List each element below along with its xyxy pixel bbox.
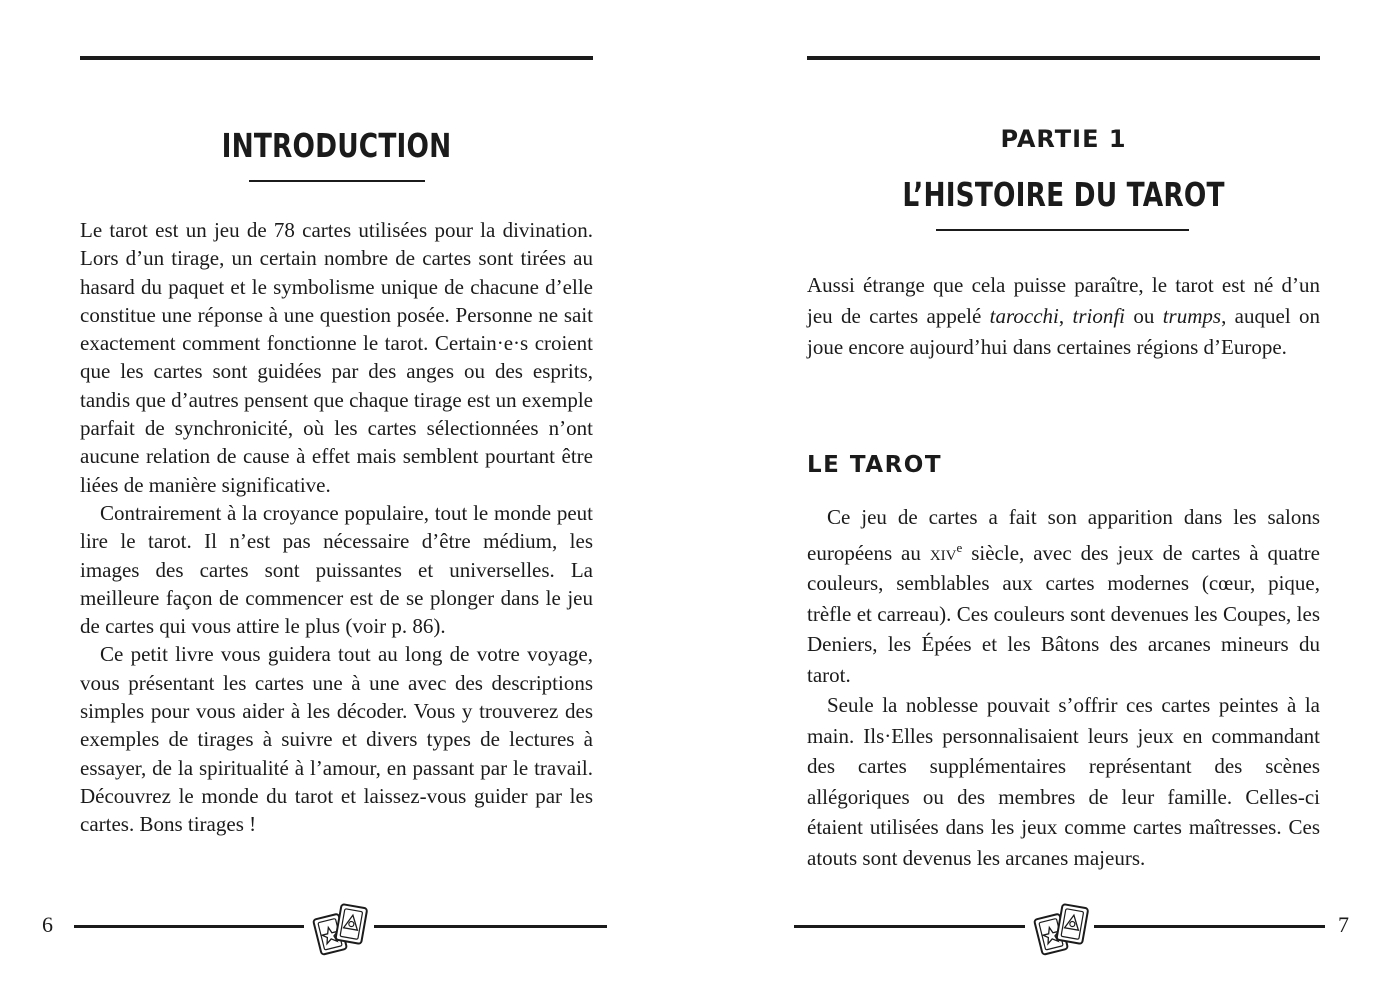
- text-run: Ce jeu de cartes a fait son apparition dans les salons européens au: [807, 505, 1320, 565]
- century-numeral: xiv: [929, 540, 957, 565]
- paragraph: Contrairement à la croyance populaire, tout le monde peut lire le tarot. Il n’est pas nécessaire d’être médium, les images des cartes sont puissantes et universelles. La meilleure façon de commencer est de se plonger dans le jeu de cartes qui vous attire le plus (voir p. 86).: [80, 500, 593, 639]
- footer-rule-left: [74, 925, 304, 928]
- italic-term: trumps: [1162, 304, 1222, 328]
- part-label: PARTIE 1: [1000, 125, 1127, 153]
- introduction-title: INTRODUCTION: [221, 126, 452, 165]
- paragraph: Le tarot est un jeu de 78 cartes utilisées pour la divination. Lors d’un tirage, un certain nombre de cartes sont tirées au hasard du paquet et le symbolisme unique de chacune d’elle constitue une réponse à une question posée. Personne ne sait exactement comment fonctionne le tarot. Certain·e·s croient que les cartes sont guidées par des anges ou des esprits, tandis que d’autres pensent que chaque tirage est un exemple parfait de synchronicité, où les cartes sélectionnées n’ont aucune relation de cause à effet mais semblent pourtant être liées de manière significative.: [80, 218, 593, 497]
- top-rule: [80, 56, 593, 60]
- text-run: ,: [1058, 304, 1073, 328]
- footer-rule-right: [1094, 925, 1325, 928]
- tarot-cards-icon: [309, 900, 373, 956]
- page-number: 7: [1338, 912, 1349, 937]
- right-page: [700, 0, 1400, 987]
- title-underline: [936, 229, 1189, 231]
- superscript: e: [956, 539, 963, 555]
- footer-rule-right: [374, 925, 607, 928]
- paragraph: Seule la noblesse pouvait s’offrir ces cartes peintes à la main. Ils·Elles personnalisaient leurs jeux en commandant des cartes supplémentaires représentant des scènes allégoriques ou des membres de leur famille. Celles-ci étaient utilisées dans les jeux comme cartes maîtresses. Ces atouts sont devenus les arcanes majeurs.: [807, 693, 1320, 870]
- introduction-body: [80, 216, 593, 839]
- section-heading: LE TAROT: [807, 452, 943, 478]
- footer-rule-left: [794, 925, 1025, 928]
- section-body: [807, 502, 1320, 873]
- top-rule: [807, 56, 1320, 60]
- italic-term: trionfi: [1072, 304, 1125, 328]
- text-run: siècle, avec des jeux de cartes à quatre couleurs, semblables aux cartes modernes (cœur, pique, trèfle et carreau). Ces couleurs sont devenues les Coupes, les Deniers, les Épées et les Bâtons des arcanes mineurs du tarot.: [807, 540, 1320, 687]
- chapter-intro: [807, 270, 1320, 363]
- text-run: ou: [1125, 304, 1163, 328]
- text-run: Aussi étrange que cela puisse paraître, le tarot est né d’un jeu de cartes appelé: [807, 273, 1320, 328]
- tarot-cards-icon: [1030, 900, 1094, 956]
- italic-term: tarocchi: [989, 304, 1059, 328]
- paragraph: Ce petit livre vous guidera tout au long de votre voyage, vous présentant les cartes une à une avec des descriptions simples pour vous aider à les décoder. Vous y trouverez des exemples de tirages à suivre et divers types de lectures à essayer, de la spiritualité à l’amour, en passant par le travail. Découvrez le monde du tarot et laissez-vous guider par les cartes. Bons tirages !: [80, 642, 593, 837]
- page-number: 6: [42, 912, 53, 937]
- paragraph: [807, 502, 1320, 690]
- chapter-title: L’HISTOIRE DU TAROT: [902, 175, 1225, 214]
- title-underline: [249, 180, 425, 182]
- text-run: , auquel on joue encore aujourd’hui dans certaines régions d’Europe.: [807, 304, 1321, 359]
- intro-paragraph: [807, 270, 1320, 363]
